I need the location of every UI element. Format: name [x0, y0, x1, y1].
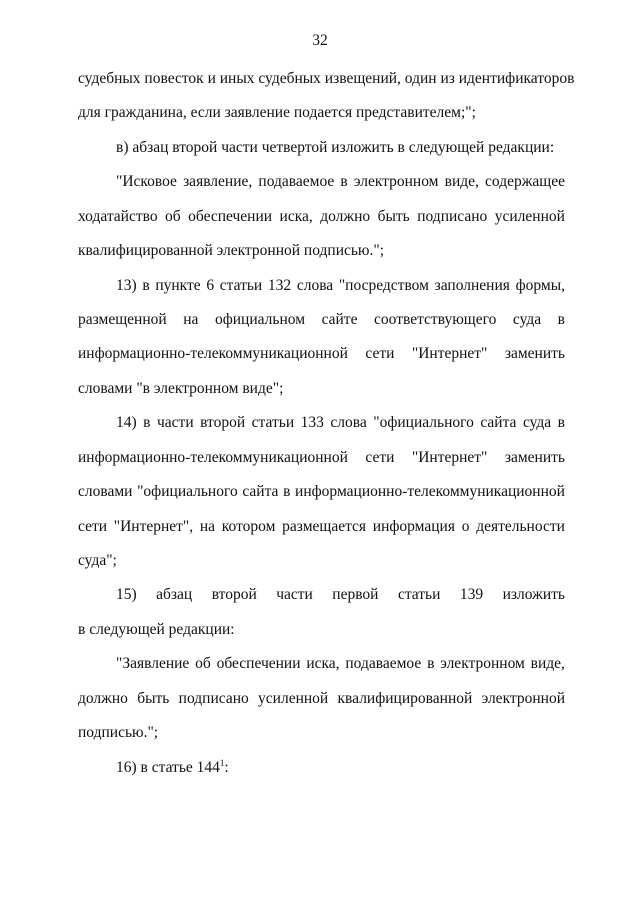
line-word: суда";: [78, 552, 117, 569]
line-word: виде,: [444, 173, 479, 190]
text-line: [78, 69, 575, 89]
line-word: "посредством: [338, 277, 429, 294]
line-word: сети: [365, 449, 395, 466]
text-line: [116, 276, 565, 296]
line-word: для гражданина, если заявление подается представителем;";: [78, 104, 476, 121]
line-word: второй: [211, 586, 257, 603]
line-word: сайта: [242, 483, 279, 500]
line-word: изложить: [502, 586, 565, 603]
line-word: словами "в электронном виде";: [78, 380, 284, 397]
text-line: [78, 310, 565, 330]
line-word: формы,: [515, 277, 565, 294]
line-word: квалифицированной электронной подписью.";: [78, 242, 385, 259]
text-line: [78, 207, 565, 227]
line-word: статьи: [397, 586, 441, 603]
line-word: быть: [377, 208, 410, 225]
line-word: словами: [78, 483, 133, 500]
line-word: "Интернет",: [113, 518, 194, 535]
line-word: абзац: [156, 586, 193, 603]
line-word: на: [199, 518, 216, 535]
text-line: [78, 551, 565, 571]
line-word: заявление,: [183, 173, 253, 190]
text-line: [116, 585, 565, 605]
line-word: об: [195, 655, 211, 672]
line-word: 14): [116, 414, 137, 431]
line-word: котором: [221, 518, 276, 535]
line-word: 6: [206, 277, 215, 294]
text-line: [78, 241, 565, 261]
line-word: сети: [365, 345, 395, 362]
text-line: [78, 103, 565, 123]
line-word: 16) в статье 144: [116, 759, 220, 776]
line-word: официальном: [214, 311, 306, 328]
line-word: сети: [78, 518, 108, 535]
line-word: в: [427, 655, 435, 672]
line-word: подаваемое: [345, 655, 422, 672]
line-word: суда: [522, 414, 552, 431]
text-line: [78, 517, 565, 537]
line-word: информационно-телекоммуникационной: [295, 483, 565, 500]
text-line: [116, 172, 565, 192]
line-word: 139: [459, 586, 484, 603]
line-word: статьи: [251, 414, 295, 431]
line-word: заполнения: [434, 277, 510, 294]
line-word: электронной: [481, 690, 565, 707]
line-word: части: [276, 586, 313, 603]
line-word: "официального: [373, 414, 474, 431]
line-word: второй: [200, 414, 246, 431]
text-line: [78, 620, 565, 640]
superscript: 1: [219, 758, 225, 768]
line-word: об: [165, 208, 181, 225]
line-word: 15): [116, 586, 137, 603]
line-word: в: [340, 173, 348, 190]
line-word: иска,: [279, 208, 313, 225]
line-word: заменить: [504, 345, 565, 362]
line-word: "Заявление: [116, 655, 190, 672]
line-word: в: [557, 311, 565, 328]
line-word: слова: [330, 414, 367, 431]
text-line: [116, 138, 565, 158]
line-word: размещается: [282, 518, 367, 535]
line-word: "официального: [137, 483, 238, 500]
line-word: подписано: [178, 690, 249, 707]
line-word: пункте: [155, 277, 201, 294]
text-line: [116, 758, 565, 778]
text-line: [78, 723, 565, 743]
line-word: 13): [116, 277, 137, 294]
line-word: обеспечении: [188, 208, 273, 225]
line-word: усиленной: [494, 208, 565, 225]
text-line: [78, 379, 565, 399]
text-line: [78, 482, 565, 502]
line-word: обеспечении: [216, 655, 301, 672]
line-word: усиленной: [258, 690, 329, 707]
line-word: суда: [512, 311, 542, 328]
line-word: 132: [267, 277, 292, 294]
text-line: [116, 413, 565, 433]
line-word: в: [143, 414, 151, 431]
line-word: электронном: [353, 173, 439, 190]
line-word: статьи: [219, 277, 263, 294]
line-word: ходатайство: [78, 208, 158, 225]
line-word: размещенной: [78, 311, 167, 328]
line-word: первой: [332, 586, 379, 603]
line-word: "Интернет": [411, 449, 488, 466]
line-word: информация: [372, 518, 455, 535]
line-word: информационно-телекоммуникационной: [78, 345, 348, 362]
line-word: 133: [300, 414, 324, 431]
text-line: [78, 344, 565, 364]
line-word: на: [183, 311, 199, 328]
line-word: виде,: [530, 655, 565, 672]
line-word: в следующей редакции:: [78, 621, 235, 638]
text-line: [116, 654, 565, 674]
line-word: сайте: [321, 311, 358, 328]
line-word: в) абзац второй части четвертой изложить в следующей редакции:: [116, 139, 555, 156]
text-line: [78, 689, 565, 709]
page-number: 32: [312, 32, 328, 49]
line-word: электронном: [440, 655, 525, 672]
line-word: слова: [296, 277, 334, 294]
line-word: должно: [320, 208, 371, 225]
line-word: подписано: [417, 208, 488, 225]
line-word: соответствующего: [374, 311, 497, 328]
text-line: [78, 448, 565, 468]
line-word: подаваемое: [258, 173, 335, 190]
line-word: должно: [78, 690, 128, 707]
line-word: "Интернет": [411, 345, 488, 362]
line-word: заменить: [504, 449, 565, 466]
line-word: иска,: [306, 655, 340, 672]
line-word: быть: [137, 690, 170, 707]
line-word: содержащее: [485, 173, 565, 190]
line-word: "Исковое: [116, 173, 177, 190]
line-word: в: [142, 277, 150, 294]
line-word: информационно-телекоммуникационной: [78, 449, 348, 466]
line-word: судебных повесток и иных судебных извещений, один из идентификаторов: [78, 70, 575, 87]
line-word: сайта: [480, 414, 517, 431]
line-word: о: [461, 518, 470, 535]
line-tail: :: [224, 759, 229, 776]
line-word: квалифицированной: [337, 690, 473, 707]
line-word: в: [557, 414, 565, 431]
line-word: деятельности: [476, 518, 565, 535]
line-word: части: [157, 414, 194, 431]
line-word: подписью.";: [78, 724, 159, 741]
line-word: в: [283, 483, 291, 500]
